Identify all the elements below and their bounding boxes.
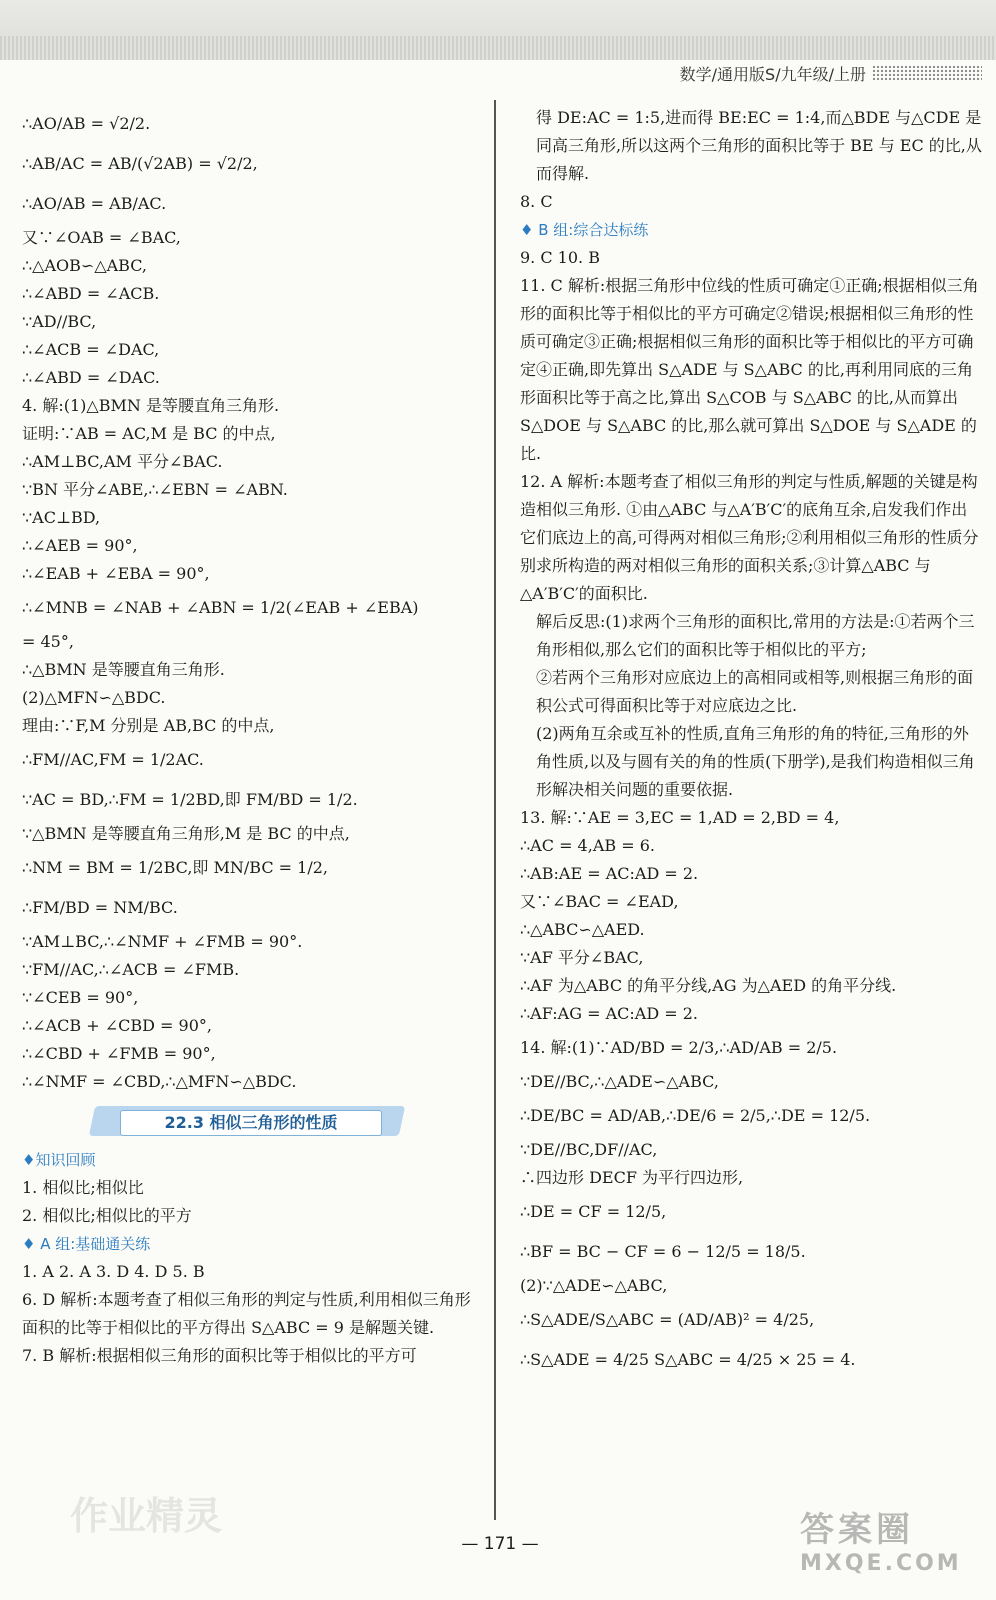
solution-line: ∵DE//BC,∴△ADE∽△ABC, [520, 1072, 719, 1091]
stamp-watermark: 作业精灵 [70, 1494, 223, 1538]
solution-line: ∴∠EAB + ∠EBA = 90°, [22, 564, 210, 583]
solution-line: ∵AF 平分∠BAC, [520, 948, 644, 967]
section-heading: ♦ B 组:综合达标练 [520, 221, 649, 239]
section-banner [92, 1102, 412, 1142]
solution-line: ∵FM//AC,∴∠ACB = ∠FMB. [22, 960, 240, 979]
solution-line: ∴△AOB∽△ABC, [22, 256, 147, 275]
solution-line: ∴FM//AC,FM = 1/2AC. [22, 750, 204, 769]
watermark-logo: 答案圈 [800, 1510, 914, 1550]
solution-line: 理由:∵F,M 分别是 AB,BC 的中点, [22, 716, 275, 735]
solution-line: 1. 相似比;相似比 [22, 1178, 144, 1197]
section-title: 22.3 相似三角形的性质 [120, 1110, 382, 1136]
solution-line: = 45°, [22, 632, 74, 651]
solution-line: 又∵∠OAB = ∠BAC, [22, 228, 181, 247]
solution-line: ∴∠ABD = ∠DAC. [22, 368, 160, 387]
solution-line: ∴DE/BC = AD/AB,∴DE/6 = 2/5,∴DE = 12/5. [520, 1106, 871, 1125]
solution-line: ∴∠AEB = 90°, [22, 536, 138, 555]
solution-line: ∴△BMN 是等腰直角三角形. [22, 660, 225, 679]
book-title: 数学/通用版S/九年级/上册 [679, 64, 866, 84]
solution-line: 又∵∠BAC = ∠EAD, [520, 892, 679, 911]
solution-line: ∴AM⊥BC,AM 平分∠BAC. [22, 452, 223, 471]
solution-line: 4. 解:(1)△BMN 是等腰直角三角形. [22, 396, 280, 415]
solution-line: ∴∠ACB + ∠CBD = 90°, [22, 1016, 212, 1035]
solution-line: ∴AO/AB = √2/2. [22, 114, 151, 133]
solution-line: ∴AF:AG = AC:AD = 2. [520, 1004, 698, 1023]
solution-line: ∵AC = BD,∴FM = 1/2BD,即 FM/BD = 1/2. [22, 790, 358, 809]
left-column [22, 104, 482, 1370]
solution-line: 12. A 解析:本题考查了相似三角形的判定与性质,解题的关键是构造相似三角形. ①由△ABC 与△A′B′C′的底角互余,启发我们作出它们底边上的高,可得两对相似三角形;②利用相似三角形的性质分别求所构造的两对相似三角形的面积关系;③计算△ABC 与△A′B′C′的面积比. [520, 472, 979, 603]
solution-line: 证明:∵AB = AC,M 是 BC 的中点, [22, 424, 276, 443]
watermark-url: MXQE.COM [800, 1551, 962, 1576]
solution-line: 2. 相似比;相似比的平方 [22, 1206, 192, 1225]
solution-line: 11. C 解析:根据三角形中位线的性质可确定①正确;根据相似三角形的面积比等于相似比的平方可确定②错误;根据相似三角形的性质可确定③正确;根据相似三角形的面积比等于相似比的平方可确定④正确,即先算出 S△ADE 与 S△ABC 的比,再利用同底的三角形面积比等于高之比,算出 S△COB 与 S△ABC 的比,从而算出 S△DOE 与 S△ABC 的比,那么就可算出 S△DOE 与 S△ADE 的比. [520, 276, 979, 463]
column-divider [494, 100, 496, 1520]
solution-line: ∵BN 平分∠ABE,∴∠EBN = ∠ABN. [22, 480, 288, 499]
solution-line: 13. 解:∵AE = 3,EC = 1,AD = 2,BD = 4, [520, 808, 840, 827]
top-texture-strip [0, 36, 996, 60]
solution-line: ∴AB/AC = AB/(√2AB) = √2/2, [22, 154, 258, 173]
solution-line: ∴∠MNB = ∠NAB + ∠ABN = 1/2(∠EAB + ∠EBA) [22, 598, 419, 617]
solution-line: 得 DE:AC = 1:5,进而得 BE:EC = 1:4,而△BDE 与△CDE 是同高三角形,所以这两个三角形的面积比等于 BE 与 EC 的比,从而得解. [536, 108, 982, 183]
solution-line: ∵AC⊥BD, [22, 508, 101, 527]
header-dot-pattern [872, 65, 982, 81]
solution-line: ∴NM = BM = 1/2BC,即 MN/BC = 1/2, [22, 858, 328, 877]
solution-line: ∴S△ADE = 4/25 S△ABC = 4/25 × 25 = 4. [520, 1350, 856, 1369]
solution-line: ∴四边形 DECF 为平行四边形, [520, 1168, 744, 1187]
solution-line: ∴FM/BD = NM/BC. [22, 898, 178, 917]
solution-line: 1. A 2. A 3. D 4. D 5. B [22, 1262, 205, 1281]
solution-line: (2)两角互余或互补的性质,直角三角形的角的特征,三角形的外角性质,以及与圆有关的角的性质(下册学),是我们构造相似三角形解决相关问题的重要依据. [536, 724, 975, 799]
solution-line: 8. C [520, 192, 553, 211]
solution-line: (2)∵△ADE∽△ABC, [520, 1276, 668, 1295]
solution-line: ∴AC = 4,AB = 6. [520, 836, 655, 855]
solution-line: (2)△MFN∽△BDC. [22, 688, 166, 707]
page-header [680, 58, 982, 88]
solution-line: 14. 解:(1)∵AD/BD = 2/3,∴AD/AB = 2/5. [520, 1038, 838, 1057]
solution-line: ∴DE = CF = 12/5, [520, 1202, 667, 1221]
page-number: — 171 — [461, 1534, 539, 1554]
solution-line: ∴∠NMF = ∠CBD,∴△MFN∽△BDC. [22, 1072, 297, 1091]
solution-line: ∴S△ADE/S△ABC = (AD/AB)² = 4/25, [520, 1310, 815, 1329]
solution-line: 6. D 解析:本题考查了相似三角形的判定与性质,利用相似三角形面积的比等于相似比的平方得出 S△ABC = 9 是解题关键. [22, 1290, 471, 1337]
right-column [520, 104, 982, 1380]
solution-line: ∴∠ABD = ∠ACB. [22, 284, 160, 303]
solution-line: 9. C 10. B [520, 248, 600, 267]
section-heading: ♦ A 组:基础通关练 [22, 1235, 151, 1253]
solution-line: ∴∠ACB = ∠DAC, [22, 340, 160, 359]
solution-line: ②若两个三角形对应底边上的高相同或相等,则根据三角形的面积公式可得面积比等于对应底边之比. [536, 668, 974, 715]
solution-line: ∵AM⊥BC,∴∠NMF + ∠FMB = 90°. [22, 932, 303, 951]
section-heading: ♦知识回顾 [22, 1151, 96, 1169]
solution-line: ∴∠CBD + ∠FMB = 90°, [22, 1044, 216, 1063]
solution-line: ∴BF = BC − CF = 6 − 12/5 = 18/5. [520, 1242, 806, 1261]
site-watermark [800, 1502, 980, 1592]
solution-line: ∴AO/AB = AB/AC. [22, 194, 167, 213]
solution-line: ∵AD//BC, [22, 312, 97, 331]
solution-line: 7. B 解析:根据相似三角形的面积比等于相似比的平方可 [22, 1346, 417, 1365]
solution-line: ∵∠CEB = 90°, [22, 988, 139, 1007]
solution-line: ∴AB:AE = AC:AD = 2. [520, 864, 699, 883]
solution-line: ∴AF 为△ABC 的角平分线,AG 为△AED 的角平分线. [520, 976, 897, 995]
solution-line: ∵△BMN 是等腰直角三角形,M 是 BC 的中点, [22, 824, 350, 843]
solution-line: 解后反思:(1)求两个三角形的面积比,常用的方法是:①若两个三角形相似,那么它们的面积比等于相似比的平方; [536, 612, 975, 659]
solution-line: ∵DE//BC,DF//AC, [520, 1140, 658, 1159]
solution-line: ∴△ABC∽△AED. [520, 920, 645, 939]
